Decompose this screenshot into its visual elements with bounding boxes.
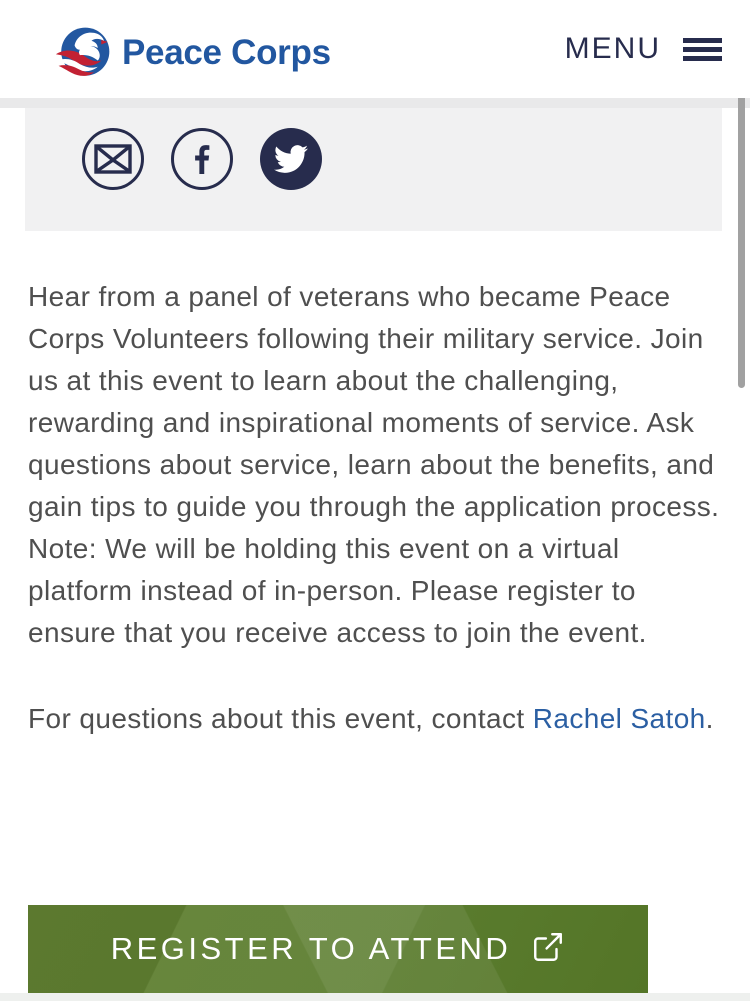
menu-label: MENU — [564, 32, 661, 65]
menu-button[interactable] — [565, 32, 722, 66]
peace-corps-logo-icon — [55, 24, 112, 81]
hamburger-icon — [683, 38, 722, 61]
next-section-edge — [0, 993, 750, 1001]
share-icons-row — [82, 128, 322, 190]
contact-prefix: For questions about this event, contact — [28, 703, 533, 734]
contact-paragraph — [28, 698, 725, 740]
event-description-section — [28, 276, 725, 740]
share-section — [25, 108, 722, 231]
site-header — [0, 0, 750, 98]
peace-corps-logo-link[interactable] — [55, 24, 331, 81]
scrollbar-thumb[interactable] — [738, 90, 745, 388]
email-icon — [94, 144, 132, 174]
contact-person-link[interactable]: Rachel Satoh — [532, 703, 706, 734]
register-button-label: REGISTER TO ATTEND — [110, 931, 512, 966]
facebook-icon — [187, 143, 217, 175]
register-to-attend-button[interactable] — [28, 905, 648, 993]
contact-suffix: . — [705, 703, 714, 734]
share-facebook-button[interactable] — [171, 128, 233, 190]
brand-name: Peace Corps — [122, 32, 331, 72]
share-twitter-button[interactable] — [260, 128, 322, 190]
twitter-icon — [274, 142, 308, 176]
header-divider — [0, 98, 750, 108]
external-link-icon — [531, 930, 565, 964]
event-description: Hear from a panel of veterans who became Peace Corps Volunteers following their military service. Join us at this event to learn about the challenging, rewarding and inspirational moments of service. Ask questions about service, learn about the benefits, and gain tips to guide you through the application process. Note: We will be holding this event on a virtual platform instead of in-person. Please register to ensure that you receive access to join the event. — [28, 281, 720, 648]
share-email-button[interactable] — [82, 128, 144, 190]
